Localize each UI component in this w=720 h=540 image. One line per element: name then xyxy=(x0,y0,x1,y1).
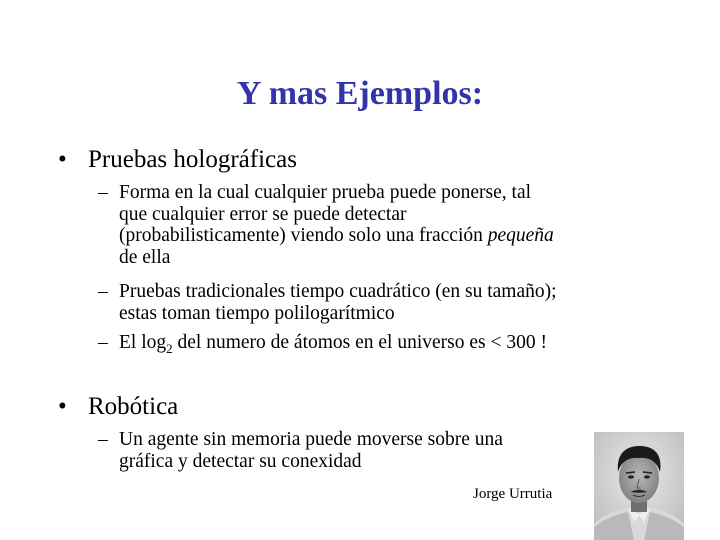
subitem-line: gráfica y detectar su conexidad xyxy=(119,450,362,472)
subitem-line xyxy=(119,332,547,354)
dash-icon: – xyxy=(98,332,108,353)
subitem-memoryless-agent xyxy=(98,429,503,472)
bullet-heading: Pruebas holográficas xyxy=(88,146,297,173)
subscript: 2 xyxy=(166,340,173,356)
subitem-text: El log xyxy=(119,332,167,353)
subitem-line: de ella xyxy=(119,246,171,268)
dash-icon: – xyxy=(98,281,108,302)
bullet-robotics xyxy=(58,392,178,422)
subitem-line: estas toman tiempo polilogarítmico xyxy=(119,302,395,324)
subitem-line xyxy=(119,225,554,247)
subitem-line: Pruebas tradicionales tiempo cuadrático (en su tamaño); xyxy=(119,281,557,302)
emphasis-text: pequeña xyxy=(487,225,554,246)
subitem-text: (probabilisticamente) viendo solo una fracción xyxy=(119,225,488,246)
bullet-heading: Robótica xyxy=(88,393,179,420)
subitem-log-atoms xyxy=(98,332,547,354)
subitem-holographic-definition xyxy=(98,182,554,268)
subitem-line: Un agente sin memoria puede moverse sobre una xyxy=(119,429,503,450)
subitem-line: Forma en la cual cualquier prueba puede ponerse, tal xyxy=(119,182,532,203)
photo-caption: Jorge Urrutia xyxy=(473,486,553,502)
bullet-holographic-proofs xyxy=(58,145,297,175)
bullet-icon: • xyxy=(58,393,67,420)
dash-icon: – xyxy=(98,182,108,203)
slide-title: Y mas Ejemplos: xyxy=(236,75,484,112)
subitem-line: que cualquier error se puede detectar xyxy=(119,203,407,225)
subitem-text: del numero de átomos en el universo es < 300 ! xyxy=(172,332,547,353)
subitem-traditional-proofs xyxy=(98,281,557,324)
dash-icon: – xyxy=(98,429,108,450)
bullet-icon: • xyxy=(58,146,67,173)
portrait-photo xyxy=(594,432,684,540)
